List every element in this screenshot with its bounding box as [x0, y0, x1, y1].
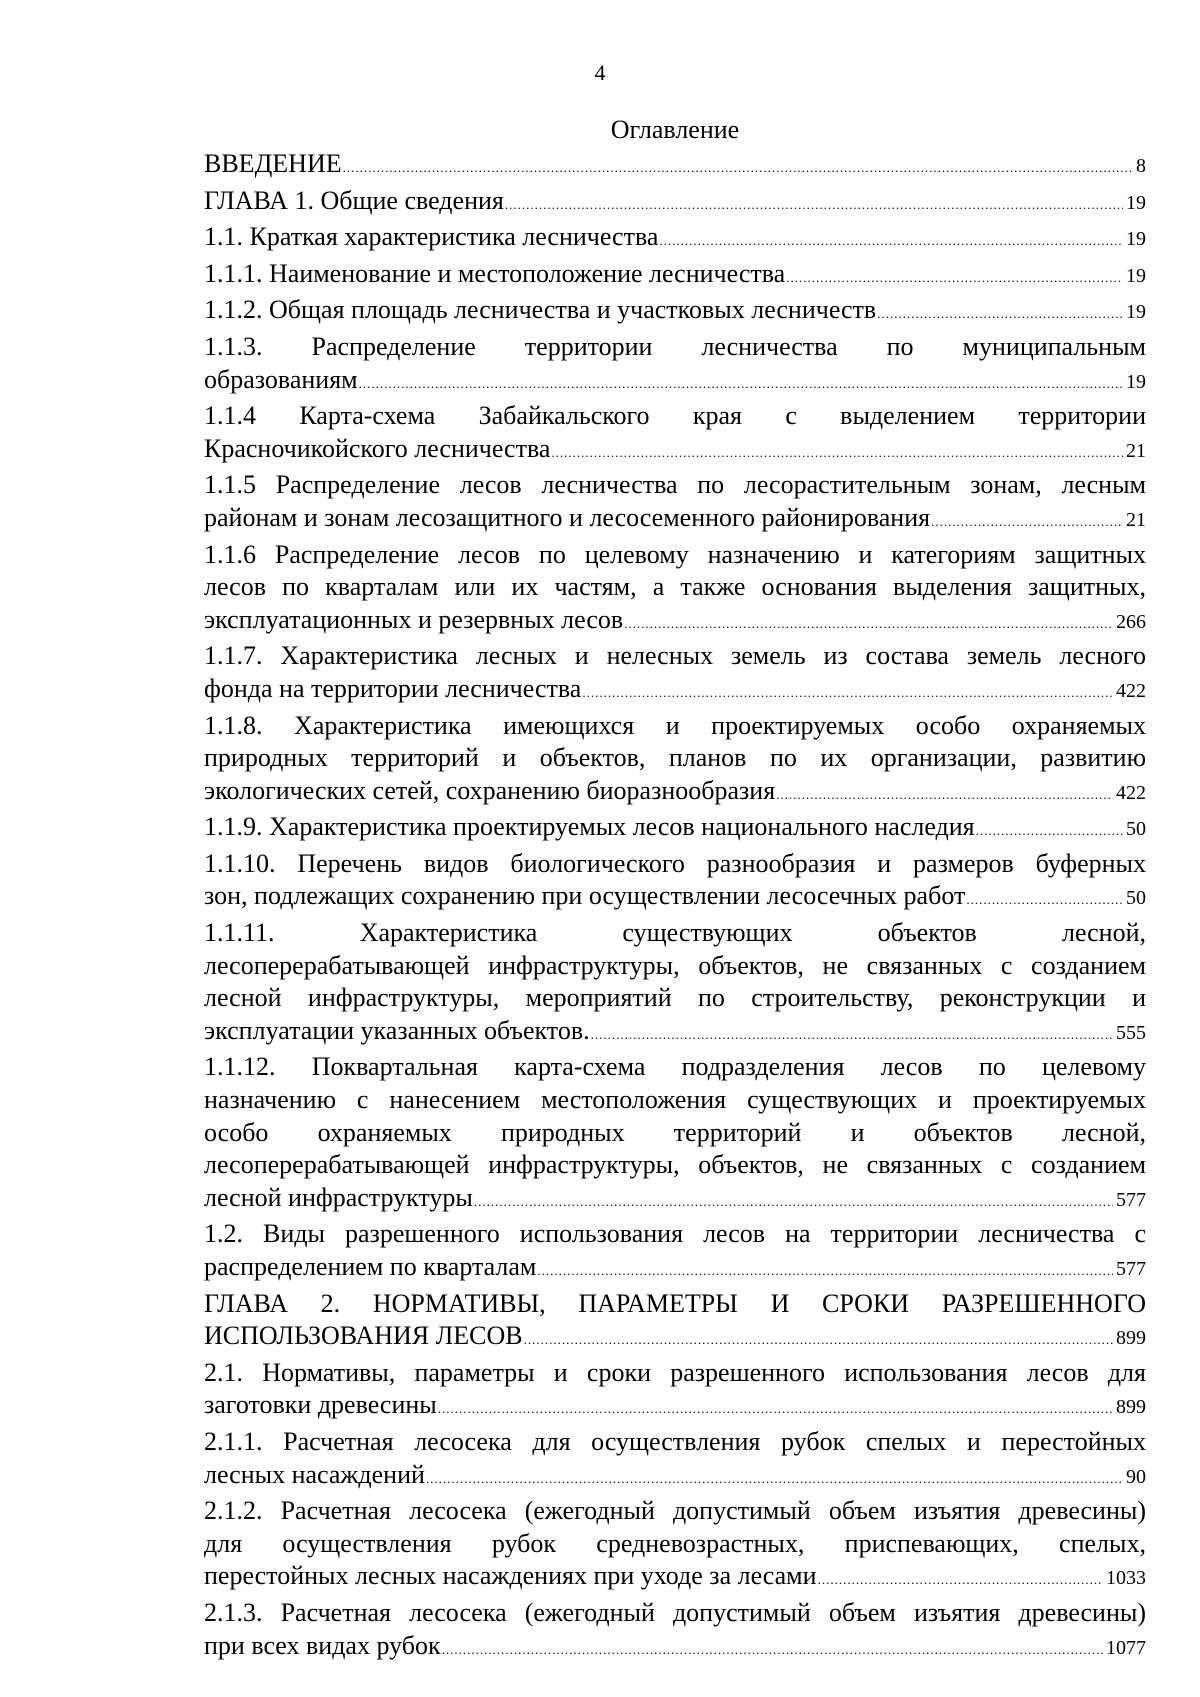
toc-entry-line: 1.1.3. Распределение территории лесничества по муниципальным — [204, 331, 1146, 361]
toc-entry-page-number: 21 — [1126, 439, 1146, 462]
toc-entry[interactable] — [204, 400, 1146, 469]
toc-entry-title: образованиям — [204, 364, 358, 394]
toc-entry-title: Красночикойского лесничества — [204, 433, 551, 463]
dot-leader — [426, 1463, 1123, 1496]
dot-leader — [537, 1255, 1113, 1288]
toc-entry-last-line — [204, 775, 1146, 812]
toc-entry[interactable] — [204, 848, 1146, 917]
toc-entry-last-line — [204, 1015, 1146, 1052]
toc-entry-title: эксплуатационных и резервных лесов — [204, 604, 624, 634]
dot-leader — [786, 262, 1123, 295]
toc-entry[interactable] — [204, 710, 1146, 812]
toc-entry-title: экологических сетей, сохранению биоразнообразия — [204, 775, 776, 805]
dot-leader — [818, 1564, 1103, 1597]
page-number: 4 — [594, 60, 606, 85]
toc-entry-page-number: 899 — [1116, 1327, 1146, 1350]
dot-leader — [624, 608, 1113, 641]
toc-title: Оглавление — [610, 115, 740, 144]
dot-leader — [582, 677, 1113, 710]
toc-entry-line: для осуществления рубок средневозрастных, приспевающих, спелых, — [204, 1528, 1146, 1558]
toc-entry-line: 1.1.8. Характеристика имеющихся и проектируемых особо охраняемых — [204, 710, 1146, 740]
dot-leader — [659, 225, 1123, 258]
toc-entry-line: 1.2. Виды разрешенного использования лесов на территории лесничества с — [204, 1219, 1146, 1249]
toc-entry-title: ВВЕДЕНИЕ — [204, 149, 342, 178]
toc-entry[interactable] — [204, 1357, 1146, 1426]
toc-entry[interactable] — [204, 148, 1146, 185]
toc-entry-page-number: 422 — [1116, 781, 1146, 804]
toc-entry-title: ГЛАВА 1. Общие сведения — [204, 185, 504, 215]
dot-leader — [505, 189, 1123, 222]
toc-entry-title: 1.1. Краткая характеристика лесничества — [204, 222, 659, 252]
dot-leader — [551, 437, 1123, 470]
toc-entry-line: 2.1.2. Расчетная лесосека (ежегодный допустимый объем изъятия древесины) — [204, 1496, 1146, 1526]
toc-entry-title: 1.1.1. Наименование и местоположение лесничества — [204, 258, 786, 288]
toc-entry-title: фонда на территории лесничества — [204, 673, 582, 703]
toc-entry-title: ИСПОЛЬЗОВАНИЯ ЛЕСОВ — [204, 1321, 523, 1351]
toc-entry-last-line — [204, 673, 1146, 710]
toc-entry-line: 1.1.5 Распределение лесов лесничества по лесорастительным зонам, лесным — [204, 470, 1146, 500]
toc-entry-page-number: 50 — [1126, 818, 1146, 841]
dot-leader — [438, 1393, 1113, 1426]
toc-entry-last-line — [204, 1320, 1146, 1357]
toc-entry-title: эксплуатации указанных объектов. — [204, 1015, 590, 1045]
toc-entry-page-number: 266 — [1116, 610, 1146, 633]
toc-entry-title: 1.1.2. Общая площадь лесничества и участковых лесничеств — [204, 295, 877, 325]
toc-entry[interactable] — [204, 917, 1146, 1051]
toc-entry-title: лесной инфраструктуры — [204, 1182, 473, 1212]
toc-entry-line: лесов по кварталам или их частям, а также основания выделения защитных, — [204, 572, 1146, 602]
toc-entry-last-line — [204, 258, 1146, 295]
toc-entry-page-number: 90 — [1126, 1465, 1146, 1488]
toc-entry[interactable] — [204, 185, 1146, 222]
toc-entry-title: 1.1.9. Характеристика проектируемых лесов национального наследия — [204, 812, 975, 842]
toc-entry-last-line — [204, 1251, 1146, 1288]
toc-entry-last-line — [204, 185, 1146, 222]
toc-entry-page-number: 19 — [1126, 228, 1146, 251]
toc-entry[interactable] — [204, 294, 1146, 331]
toc-entry-line: ГЛАВА 2. НОРМАТИВЫ, ПАРАМЕТРЫ И СРОКИ РАЗРЕШЕННОГО — [204, 1288, 1146, 1318]
toc-entry[interactable] — [204, 1051, 1146, 1218]
toc-entry-last-line — [204, 1389, 1146, 1426]
toc-entry-line: 1.1.4 Карта-схема Забайкальского края с выделением территории — [204, 401, 1146, 431]
toc-entry-line: лесной инфраструктуры, мероприятий по строительству, реконструкции и — [204, 983, 1146, 1013]
toc-entry-title: районам и зонам лесозащитного и лесосеменного районирования — [204, 502, 931, 532]
toc-entry[interactable] — [204, 221, 1146, 258]
toc-entry-line: лесоперерабатывающей инфраструктуры, объектов, не связанных с созданием — [204, 950, 1146, 980]
toc-entry-last-line — [204, 1182, 1146, 1219]
toc-entry-line: 1.1.6 Распределение лесов по целевому назначению и категориям защитных — [204, 539, 1146, 569]
toc-entry[interactable] — [204, 539, 1146, 641]
dot-leader — [524, 1324, 1113, 1357]
toc-entry-last-line — [204, 221, 1146, 258]
dot-leader — [474, 1186, 1113, 1219]
toc-entry-page-number: 577 — [1116, 1258, 1146, 1280]
toc-entry[interactable] — [204, 258, 1146, 295]
toc-entry[interactable] — [204, 469, 1146, 538]
dot-leader — [877, 298, 1123, 331]
toc-entry[interactable] — [204, 1288, 1146, 1357]
toc-entry-line: 2.1. Нормативы, параметры и сроки разрешенного использования лесов для — [204, 1357, 1146, 1387]
toc-entry-last-line — [204, 1630, 1146, 1667]
toc-entry-last-line — [204, 880, 1146, 917]
toc-entry-page-number: 8 — [1136, 155, 1146, 177]
toc-entry-page-number: 19 — [1126, 191, 1146, 214]
toc-entry-line: назначению с нанесением местоположения существующих и проектируемых — [204, 1085, 1146, 1115]
dot-leader — [776, 779, 1113, 812]
toc-entry-last-line — [204, 1459, 1146, 1496]
toc-entry-last-line — [204, 1560, 1146, 1597]
toc-entry[interactable] — [204, 1426, 1146, 1495]
dot-leader — [966, 884, 1123, 917]
dot-leader — [343, 152, 1133, 185]
toc-entry[interactable] — [204, 1597, 1146, 1666]
toc-entry-title: лесных насаждений — [204, 1459, 425, 1489]
toc-entry-last-line — [204, 364, 1146, 401]
toc-entry-last-line — [204, 148, 1146, 185]
toc-entry-page-number: 19 — [1126, 301, 1146, 324]
toc-entry-page-number: 19 — [1126, 264, 1146, 287]
toc-entry-page-number: 577 — [1116, 1188, 1146, 1211]
toc-entry-title: распределением по кварталам — [204, 1252, 537, 1281]
dot-leader — [976, 815, 1123, 848]
toc-entry-page-number: 21 — [1126, 508, 1146, 531]
table-of-contents — [204, 148, 1146, 1666]
toc-entry-last-line — [204, 502, 1146, 539]
dot-leader — [442, 1634, 1103, 1667]
toc-entry-page-number: 19 — [1126, 370, 1146, 393]
toc-entry-page-number: 1077 — [1106, 1636, 1146, 1659]
toc-entry-title: заготовки древесины — [204, 1390, 437, 1420]
toc-entry-title: перестойных лесных насаждениях при уходе за лесами — [204, 1561, 817, 1591]
toc-entry-line: 1.1.7. Характеристика лесных и нелесных земель из состава земель лесного — [204, 641, 1146, 671]
toc-entry-line: 1.1.10. Перечень видов биологического разнообразия и размеров буферных — [204, 848, 1146, 878]
dot-leader — [359, 368, 1123, 401]
dot-leader — [591, 1019, 1113, 1052]
toc-entry-page-number: 899 — [1116, 1396, 1146, 1419]
toc-entry-line: 2.1.1. Расчетная лесосека для осуществления рубок спелых и перестойных — [204, 1426, 1146, 1456]
toc-entry-page-number: 555 — [1116, 1021, 1146, 1044]
toc-entry-page-number: 50 — [1126, 887, 1146, 910]
toc-entry[interactable] — [204, 811, 1146, 848]
toc-entry-last-line — [204, 604, 1146, 641]
toc-entry-line: 1.1.12. Поквартальная карта-схема подразделения лесов по целевому — [204, 1052, 1146, 1082]
dot-leader — [931, 506, 1123, 539]
toc-entry-last-line — [204, 433, 1146, 470]
toc-entry[interactable] — [204, 331, 1146, 400]
toc-entry-line: лесоперерабатывающей инфраструктуры, объектов, не связанных с созданием — [204, 1150, 1146, 1180]
toc-entry[interactable] — [204, 640, 1146, 709]
toc-entry-page-number: 1033 — [1106, 1567, 1146, 1590]
toc-entry-title: зон, подлежащих сохранению при осуществлении лесосечных работ — [204, 881, 966, 911]
toc-entry-title: при всех видах рубок — [204, 1630, 441, 1660]
toc-entry-last-line — [204, 811, 1146, 848]
toc-entry-line: 1.1.11. Характеристика существующих объектов лесной, — [204, 918, 1146, 948]
toc-entry-line: 2.1.3. Расчетная лесосека (ежегодный допустимый объем изъятия древесины) — [204, 1597, 1146, 1627]
toc-entry-page-number: 422 — [1116, 679, 1146, 702]
toc-entry[interactable] — [204, 1218, 1146, 1287]
toc-entry-last-line — [204, 294, 1146, 331]
toc-entry-line: природных территорий и объектов, планов по их организации, развитию — [204, 743, 1146, 773]
toc-entry-line: особо охраняемых природных территорий и объектов лесной, — [204, 1117, 1146, 1147]
toc-entry[interactable] — [204, 1495, 1146, 1597]
